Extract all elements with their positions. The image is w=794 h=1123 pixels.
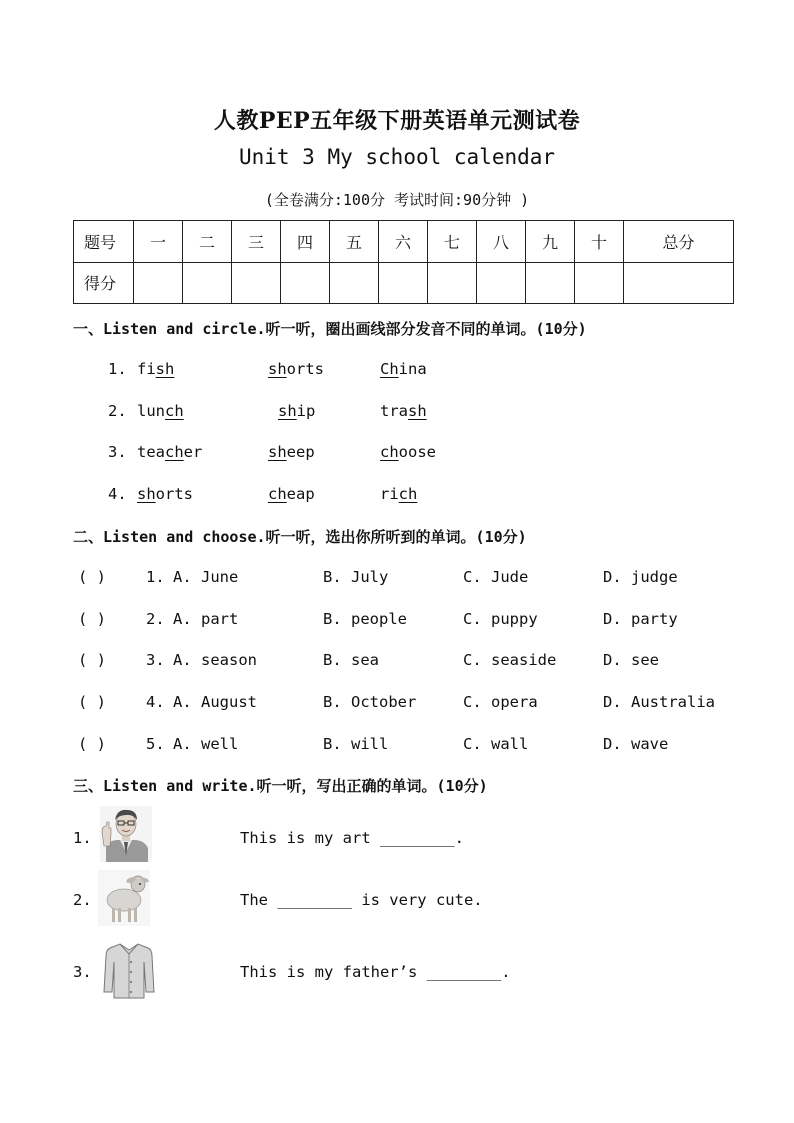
- word-part: ina: [398, 360, 427, 378]
- word-part: oose: [398, 443, 436, 461]
- option-a: A. season: [173, 651, 257, 669]
- score-cell[interactable]: [575, 262, 624, 304]
- option-a: A. well: [173, 735, 239, 753]
- word-part: tra: [380, 402, 408, 420]
- choice-item: [78, 568, 738, 590]
- word-option[interactable]: [268, 443, 315, 461]
- option-c: C. wall: [463, 735, 529, 753]
- unit-subtitle: Unit 3 My school calendar: [238, 145, 556, 169]
- item-number: 2.: [146, 610, 165, 628]
- word-option[interactable]: [268, 485, 315, 503]
- shirt-icon: [102, 940, 156, 1000]
- word-option[interactable]: [380, 402, 427, 420]
- section2-heading: 二、Listen and choose.听一听，选出你所听到的单词。(10分): [73, 528, 527, 546]
- item-number: 3.: [146, 651, 165, 669]
- teacher-waving-icon: [100, 806, 152, 862]
- fill-sentence: This is my father’s ________.: [240, 963, 511, 981]
- option-a: A. August: [173, 693, 257, 711]
- total-score-cell[interactable]: [624, 262, 734, 304]
- word-option[interactable]: [137, 360, 174, 378]
- exam-meta: (全卷满分:100分 考试时间:90分钟 ): [264, 191, 530, 209]
- word-option[interactable]: [278, 402, 315, 420]
- table-header-cell: 四: [281, 221, 330, 263]
- table-header-cell: 九: [526, 221, 575, 263]
- item-number: 5.: [146, 735, 165, 753]
- score-cell[interactable]: [134, 262, 183, 304]
- underlined-sound: sh: [268, 360, 287, 378]
- option-d: D. judge: [603, 568, 678, 586]
- fill-sentence: The ________ is very cute.: [240, 891, 483, 909]
- option-d: D. wave: [603, 735, 669, 753]
- answer-blank[interactable]: ( ): [78, 693, 106, 711]
- score-cell[interactable]: [281, 262, 330, 304]
- word-part: orts: [286, 360, 324, 378]
- option-a: A. part: [173, 610, 239, 628]
- underlined-sound: Ch: [380, 360, 399, 378]
- circle-item: [0, 402, 600, 424]
- item-number: 2.: [108, 402, 127, 420]
- table-header-cell: 八: [477, 221, 526, 263]
- word-part: fi: [137, 360, 156, 378]
- answer-blank[interactable]: ( ): [78, 568, 106, 586]
- word-part: eap: [286, 485, 315, 503]
- option-b: B. October: [323, 693, 417, 711]
- word-part: ip: [296, 402, 316, 420]
- word-option[interactable]: [380, 360, 427, 378]
- answer-blank[interactable]: ( ): [78, 735, 106, 753]
- underlined-sound: ch: [268, 485, 287, 503]
- underlined-sound: ch: [165, 443, 184, 461]
- score-table: [73, 220, 734, 304]
- underlined-sound: sh: [268, 443, 287, 461]
- word-part: lun: [137, 402, 165, 420]
- score-cell[interactable]: [477, 262, 526, 304]
- option-c: C. Jude: [463, 568, 529, 586]
- option-c: C. puppy: [463, 610, 538, 628]
- table-header-cell: 十: [575, 221, 624, 263]
- option-b: B. sea: [323, 651, 379, 669]
- word-option[interactable]: [380, 443, 436, 461]
- word-part: ri: [380, 485, 399, 503]
- score-table-score-row: [74, 262, 734, 304]
- table-header-cell: 题号: [74, 221, 134, 263]
- item-number: 4.: [146, 693, 165, 711]
- score-cell[interactable]: [232, 262, 281, 304]
- choice-item: [78, 735, 738, 757]
- item-number: 4.: [108, 485, 127, 503]
- choice-item: [78, 693, 738, 715]
- answer-blank[interactable]: ( ): [78, 651, 106, 669]
- choice-item: [78, 610, 738, 632]
- score-table-header-row: [74, 221, 734, 263]
- fill-sentence: This is my art ________.: [240, 829, 464, 847]
- table-header-cell: 六: [379, 221, 428, 263]
- word-option[interactable]: [137, 402, 184, 420]
- score-cell[interactable]: [330, 262, 379, 304]
- option-a: A. June: [173, 568, 239, 586]
- word-part: tea: [137, 443, 165, 461]
- option-d: D. party: [603, 610, 678, 628]
- option-b: B. people: [323, 610, 407, 628]
- option-d: D. see: [603, 651, 659, 669]
- item-number: 1.: [146, 568, 165, 586]
- word-option[interactable]: [137, 443, 202, 461]
- score-cell[interactable]: [183, 262, 232, 304]
- word-part: er: [183, 443, 203, 461]
- word-option[interactable]: [380, 485, 417, 503]
- circle-item: [0, 443, 600, 465]
- underlined-sound: sh: [278, 402, 297, 420]
- table-header-cell: 总分: [624, 221, 734, 263]
- section1-heading: 一、Listen and circle.听一听，圈出画线部分发音不同的单词。(10分): [73, 320, 587, 338]
- table-header-cell: 一: [134, 221, 183, 263]
- answer-blank[interactable]: ( ): [78, 610, 106, 628]
- option-d: D. Australia: [603, 693, 715, 711]
- item-number: 3.: [108, 443, 127, 461]
- word-part: eep: [286, 443, 315, 461]
- option-c: C. seaside: [463, 651, 557, 669]
- score-label-cell: 得分: [74, 262, 134, 304]
- option-c: C. opera: [463, 693, 538, 711]
- lamb-icon: [98, 870, 150, 926]
- page-title: 人教PEP五年级下册英语单元测试卷: [213, 108, 581, 134]
- item-number: 3.: [73, 963, 92, 981]
- circle-item: [0, 360, 600, 382]
- underlined-sound: ch: [165, 402, 184, 420]
- word-option[interactable]: [137, 485, 193, 503]
- option-b: B. will: [323, 735, 389, 753]
- score-cell[interactable]: [379, 262, 428, 304]
- score-cell[interactable]: [428, 262, 477, 304]
- underlined-sound: sh: [408, 402, 427, 420]
- underlined-sound: ch: [398, 485, 418, 503]
- underlined-sound: sh: [137, 485, 156, 503]
- circle-item: [0, 485, 600, 507]
- underlined-sound: sh: [155, 360, 175, 378]
- item-number: 1.: [73, 829, 92, 847]
- table-header-cell: 三: [232, 221, 281, 263]
- score-cell[interactable]: [526, 262, 575, 304]
- item-number: 1.: [108, 360, 127, 378]
- table-header-cell: 五: [330, 221, 379, 263]
- underlined-sound: ch: [380, 443, 399, 461]
- choice-item: [78, 651, 738, 673]
- table-header-cell: 二: [183, 221, 232, 263]
- word-part: orts: [155, 485, 193, 503]
- option-b: B. July: [323, 568, 389, 586]
- item-number: 2.: [73, 891, 92, 909]
- table-header-cell: 七: [428, 221, 477, 263]
- word-option[interactable]: [268, 360, 324, 378]
- section3-heading: 三、Listen and write.听一听，写出正确的单词。(10分): [73, 777, 488, 795]
